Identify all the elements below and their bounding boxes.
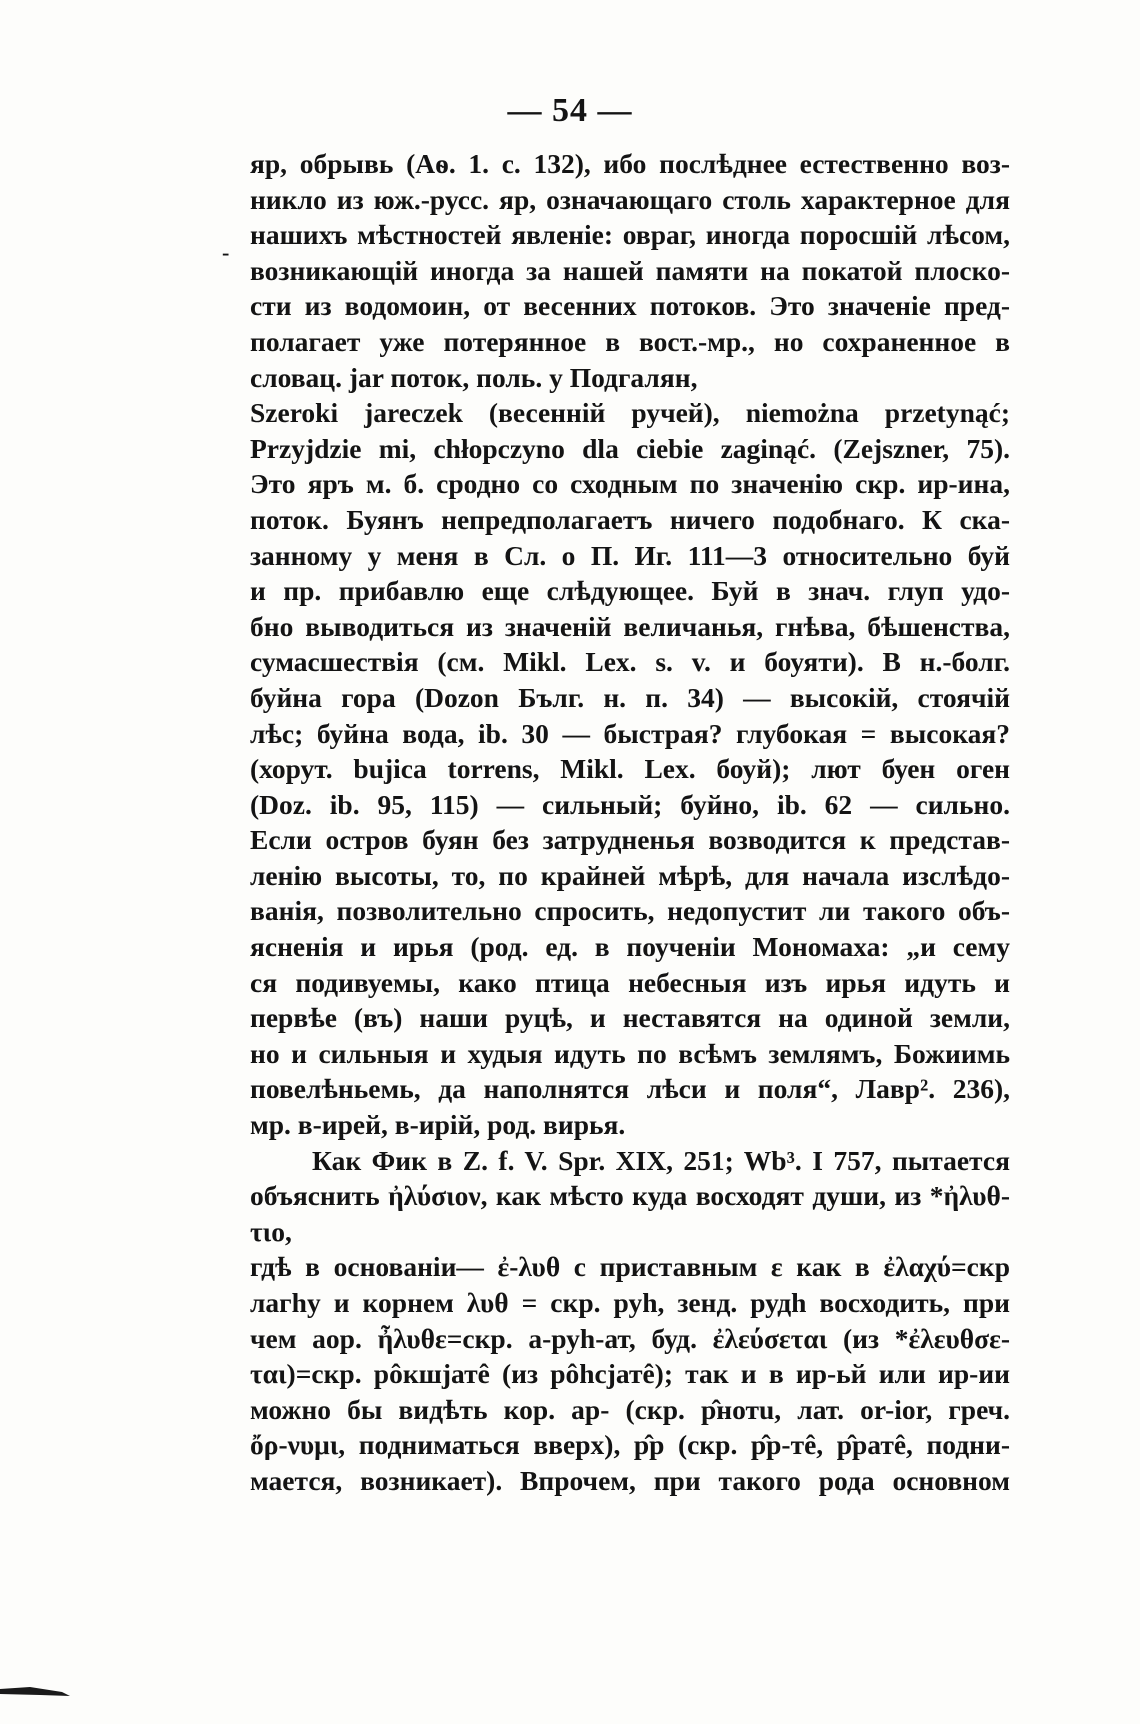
text-line: никло из юж.-русс. яр, означающаго столь характерное для [250,183,1010,215]
text-line: ὄρ-νυμι, подниматься вверх), р̂р (скр. р̂р-тê, р̂ратê, подни- [250,1429,1010,1461]
text-line: ванія, позволительно спросить, недопустит ли такого объ- [250,895,1010,927]
text-line: полагает уже потерянное в вост.-мр., но сохраненное в [250,325,1010,357]
text-line: сумасшествія (см. Mikl. Lex. s. v. и боуяти). В н.-болг. [250,646,1010,678]
text-line: объяснить ἠλύσιον, как мѣсто куда восходят души, из *ἠλυθ-τιο, [250,1180,1010,1247]
ink-smudge [0,1683,70,1701]
text-line: яр, обрывь (Аѳ. 1. с. 132), ибо послѣднее естественно воз- [250,148,1010,179]
body-text [250,146,1010,1499]
text-line: первѣе (въ) наши руцѣ, и неставятся на одиной земли, [250,1002,1010,1034]
text-line: Это яръ м. б. сродно со сходным по значенію скр. ир-ина, [250,468,1010,500]
text-line: занному у меня в Сл. о П. Иг. 111—3 относительно буй [250,539,1010,571]
text-line: буйна гора (Dozon Бълг. н. п. 34) — высокій, стоячій [250,681,1010,713]
paragraph-2 [250,1143,1010,1499]
text-line: лѣс; буйна вода, ib. 30 — быстрая? глубокая = высокая? [250,717,1010,749]
text-line: Как Фик в Z. f. V. Spr. XIX, 251; Wb³. I 757, пытается [312,1144,1010,1176]
text-line: лагhу и корнем λυθ = скр. руh, зенд. рудh восходить, при [250,1287,1010,1318]
text-line: ται)=скр. рôкшјатê (из рôhсјатê); так и в ир-ьй или ир-ии [250,1358,1010,1390]
text-line: (Doz. ib. 95, 115) — сильный; буйно, ib. 62 — сильно. [250,788,1010,820]
text-line: ясненія и ирья (род. ед. в поученіи Мономаха: „и сему [250,931,1010,963]
text-line: мается, возникает). Впрочем, при такого рода основном [250,1464,1010,1496]
text-line: чем аор. ἦλυθε=скр. а-руh-ат, буд. ἐλεύσεται (из *ἐλευθσε- [250,1322,1010,1354]
text-line: ленію высоты, то, по крайней мѣрѣ, для начала изслѣдо- [250,859,1010,891]
text-line: словац. jar поток, поль. у Подгалян, [250,361,698,393]
text-line: ся подивуемы, како птица небесныя изъ ирья идуть и [250,966,1010,998]
text-line: Если остров буян без затрудненья возводится к представ- [250,824,1010,856]
text-line: мр. в-ирей, в-ирій, род. вирья. [250,1109,626,1141]
text-line: поток. Буянъ непредполагаетъ ничего подобнаго. К ска- [250,503,1010,535]
text-line: Szeroki jareczek (весенній ручей), niemożna przetynąć; [250,397,1010,429]
page-number: — 54 — [507,92,633,129]
text-line: бно выводиться из значеній величанья, гнѣва, бѣшенства, [250,610,1010,642]
text-line: (хорут. bujica torrens, Mikl. Lex. боуй); лют буен оген [250,753,1010,785]
text-line: повелѣньемь, да наполнятся лѣси и поля“, Лавр². 236), [250,1073,1010,1105]
paragraph-1 [250,146,1010,1143]
text-line: но и сильныя и худыя идуть по всѣмъ землямъ, Божиимь [250,1037,1010,1069]
text-line: можно бы видѣть кор. ар- (скр. р̂нотu, лат. or-ior, греч. [250,1393,1010,1425]
text-line: гдѣ в основаніи— ἐ-λυθ с приставным ε как в ἐλαχύ=скр [250,1251,1010,1283]
text-line: и пр. прибавлю еще слѣдующее. Буй в знач. глуп удо- [250,575,1010,607]
text-line: Przyjdzie mi, chłopczyno dla ciebie zaginąć. (Zejszner, 75). [250,432,1010,464]
text-line: сти из водомоин, от весенних потоков. Это значеніе пред- [250,290,1010,322]
text-line: нашихъ мѣстностей явленіе: овраг, иногда поросшій лѣсом, [250,219,1010,251]
margin-mark: - [222,240,230,265]
text-line: возникающій иногда за нашей памяти на покатой плоско- [250,254,1010,286]
